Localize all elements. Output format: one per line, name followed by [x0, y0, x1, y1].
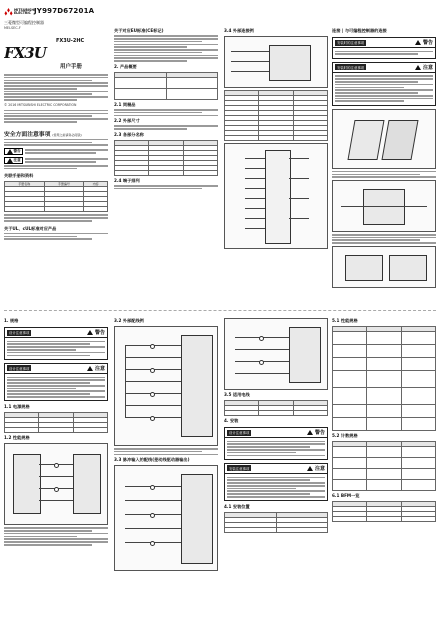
warning-word: 警告	[94, 330, 105, 336]
section-4: 4. 安装	[224, 418, 239, 423]
wiring-diagram-2	[114, 326, 218, 446]
caution-triangle-icon	[7, 158, 13, 163]
mounting-diagram	[332, 109, 436, 169]
caution-triangle-icon	[415, 65, 421, 70]
table-row	[5, 207, 108, 212]
mitsubishi-logo-icon	[4, 8, 13, 16]
caution-word: 注意	[94, 365, 105, 372]
caution-word: 注意	[314, 465, 325, 472]
section-1-heading: 1. 规格	[4, 318, 19, 323]
caution-legend-label: 注意	[13, 157, 21, 162]
din-rail-diagram	[332, 180, 436, 232]
table-header-content: 内容	[84, 182, 108, 187]
related-manuals-title: 关联手册和资料	[4, 173, 34, 179]
caution-box-heading: 安装时的注意事项	[337, 65, 365, 70]
warning-triangle-icon	[307, 430, 313, 435]
caution-box-heading: 设计注意事项	[9, 366, 30, 371]
warning-box-heading: 设计注意事项	[229, 431, 250, 435]
safety-title	[4, 129, 108, 138]
terminal-layout-diagram	[224, 36, 328, 88]
eu-standard-heading: 关于对应EU标准(CE标记)	[114, 28, 164, 33]
section-5-1: 5.1 性能规格	[332, 318, 358, 323]
wiring-diagram-3	[114, 465, 218, 571]
wiring-diagram-1	[4, 443, 108, 525]
performance-spec-table	[332, 326, 436, 431]
section-6-1: 6.1 BFM一览	[332, 493, 360, 498]
counting-spec-table	[332, 441, 436, 491]
section-2-1: 2.1 同梱品	[114, 101, 136, 107]
warn-legend-label: 警告	[13, 148, 21, 153]
extension-diagram	[332, 246, 436, 288]
section-3-2: 3.2 外部配线例	[114, 318, 144, 323]
caution-triangle-icon	[87, 366, 93, 371]
caution-word: 注意	[422, 64, 433, 71]
caution-legend	[4, 157, 108, 164]
power-spec-table	[4, 412, 108, 433]
warning-word: 警告	[314, 430, 325, 436]
related-manuals-table	[4, 181, 108, 212]
fold-line	[4, 310, 436, 311]
manual-type: 用户手册	[60, 64, 83, 70]
section-3-3: 3.3 脉冲输入的配线(差动线驱动器输出)	[114, 457, 190, 463]
caution-triangle-icon	[307, 466, 313, 471]
product-logo: FX3U	[4, 44, 46, 62]
wire-table	[224, 400, 328, 416]
caution-box	[224, 463, 328, 501]
table-header-number: 手册编号	[44, 182, 84, 187]
section-5-2: 5.2 计数规格	[332, 433, 358, 438]
section-4-1: 4.1 安装位置	[224, 504, 250, 510]
section-3-5: 3.5 适用电线	[224, 392, 250, 397]
caution-box-heading: 安装注意事项	[229, 466, 250, 471]
section-3-4: 3.4 外部连接例	[224, 28, 254, 33]
warning-word: 警告	[422, 40, 433, 46]
terminal-table	[224, 90, 328, 141]
warning-box-heading: 设计注意事项	[9, 331, 30, 335]
model-name: FX3U-2HC	[56, 38, 85, 44]
connector-pin-diagram	[224, 143, 328, 249]
warning-box	[332, 37, 436, 59]
section-2-2: 2.2 外部尺寸	[114, 118, 140, 124]
warning-triangle-icon	[87, 330, 93, 335]
caution-box	[332, 62, 436, 106]
section-2-4: 2.4 端子排列	[114, 177, 140, 183]
product-line: 三菱微型可编程控制器	[4, 20, 44, 25]
section-1-1: 1.1 电源规格	[4, 404, 30, 410]
caution-box	[4, 363, 108, 401]
section-1-2: 1.2 性能规格	[4, 435, 30, 441]
warn-legend	[4, 148, 108, 155]
manual-sheet	[4, 4, 436, 616]
warning-box-heading: 安装时的注意事项	[337, 41, 365, 45]
table-header-name: 手册名称	[5, 182, 45, 187]
section-2-3: 2.3 各部分名称	[114, 131, 144, 137]
warning-triangle-icon	[415, 40, 421, 45]
warning-triangle-icon	[7, 149, 13, 154]
warning-box	[224, 427, 328, 460]
bfm-table	[332, 501, 436, 522]
safety-title-text: 安全方面注意事项	[4, 131, 51, 138]
install-table	[224, 512, 328, 533]
connection-heading: 连接 | 与可编程控制器的连接	[332, 28, 387, 33]
product-brand: MELSEC-F	[4, 26, 21, 30]
company-name: MITSUBISHI ELECTRIC	[14, 7, 36, 15]
doc-number: JY997D67201A	[34, 7, 95, 15]
warning-box	[4, 327, 108, 360]
intro-text	[4, 74, 108, 101]
parts-table	[114, 140, 218, 176]
wiring-diagram-4	[224, 318, 328, 390]
product-summary-table	[114, 72, 218, 100]
copyright: © 2016 MITSUBISHI ELECTRIC CORPORATION	[4, 102, 77, 107]
ul-title: 关于UL、cUL标准对应产品	[4, 225, 57, 231]
section-2: 2. 产品概要	[114, 63, 137, 69]
safety-subtitle: (使用之前请务必阅读)	[52, 132, 82, 137]
